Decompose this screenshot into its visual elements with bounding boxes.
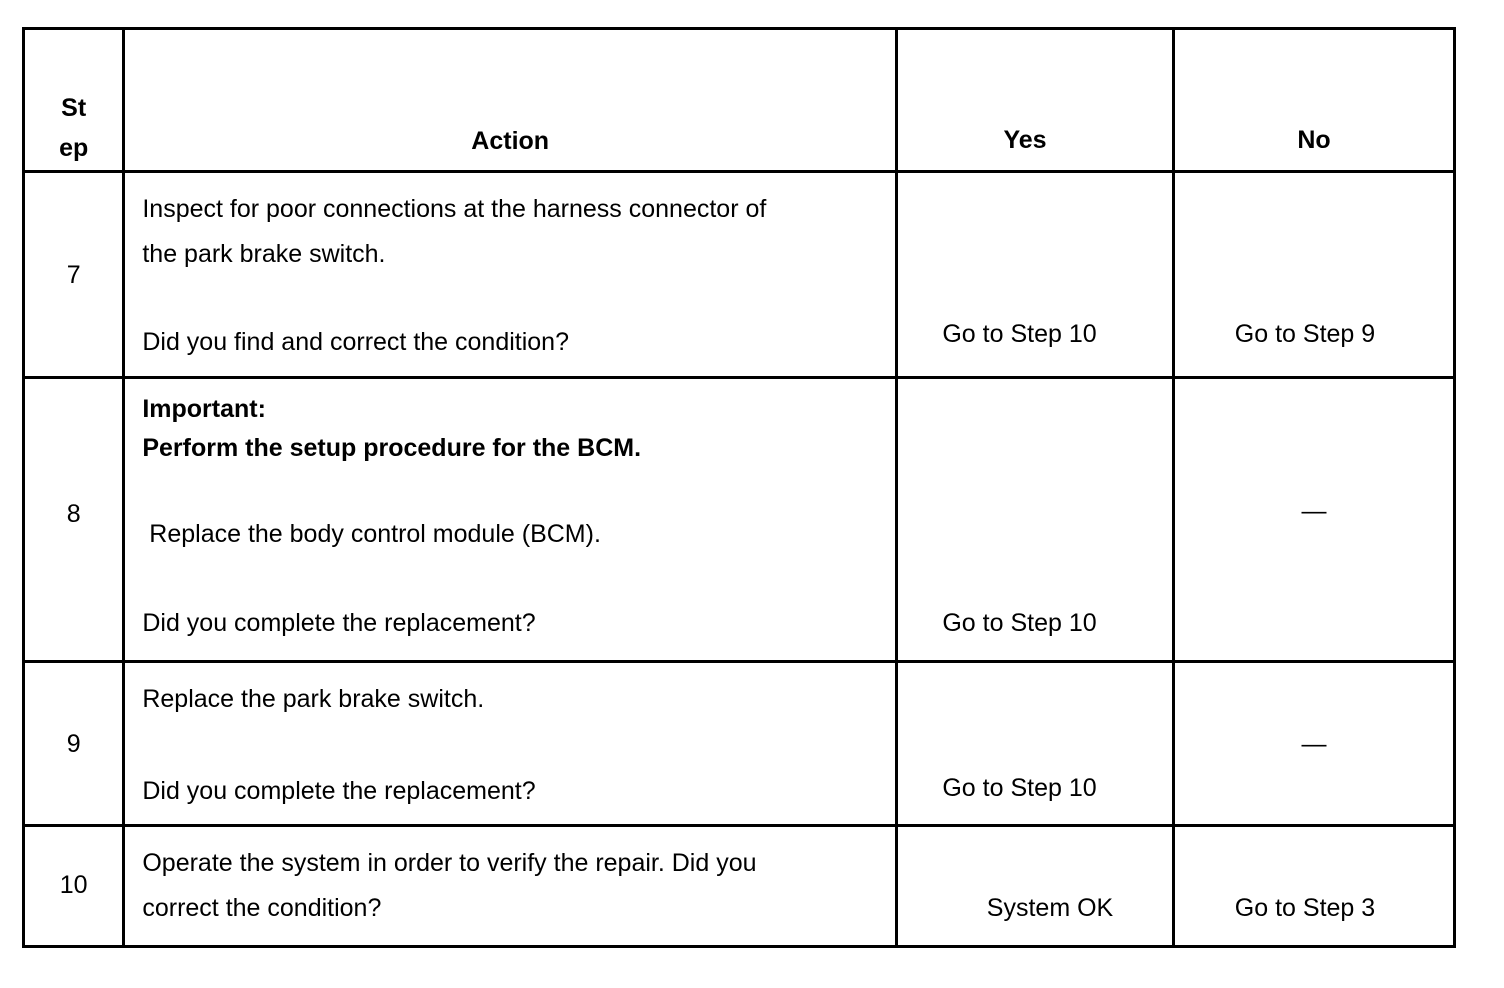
step-number: 9 bbox=[66, 729, 81, 758]
header-yes-cell bbox=[897, 29, 1174, 172]
yes-cell bbox=[897, 825, 1174, 946]
step-cell bbox=[24, 172, 124, 378]
table-header-row bbox=[24, 29, 1455, 172]
table-row bbox=[24, 172, 1455, 378]
question-text: Did you complete the replacement? bbox=[142, 776, 536, 805]
action-cell bbox=[124, 661, 897, 825]
action-text: the park brake switch. bbox=[142, 240, 386, 269]
step-number: 7 bbox=[66, 261, 81, 290]
action-text: Inspect for poor connections at the harness connector of bbox=[142, 195, 767, 224]
yes-result: Go to Step 10 bbox=[942, 609, 1097, 638]
important-text: Perform the setup procedure for the BCM. bbox=[142, 434, 642, 463]
no-result: Go to Step 3 bbox=[1234, 893, 1376, 922]
step-cell bbox=[24, 378, 124, 661]
no-result: — bbox=[1301, 497, 1327, 526]
header-no-cell bbox=[1173, 29, 1454, 172]
header-step-cell bbox=[24, 29, 124, 172]
table-row bbox=[24, 378, 1455, 661]
header-no: No bbox=[1297, 126, 1331, 154]
yes-cell bbox=[897, 378, 1174, 661]
no-result: Go to Step 9 bbox=[1234, 320, 1376, 349]
action-text: correct the condition? bbox=[142, 893, 382, 922]
step-number: 10 bbox=[59, 870, 88, 899]
question-text: Did you find and correct the condition? bbox=[142, 328, 569, 357]
no-cell bbox=[1173, 825, 1454, 946]
header-step-line1: St bbox=[61, 94, 87, 122]
no-cell bbox=[1173, 378, 1454, 661]
yes-cell bbox=[897, 661, 1174, 825]
action-cell bbox=[124, 172, 897, 378]
question-text: Did you complete the replacement? bbox=[142, 609, 536, 638]
yes-result: System OK bbox=[986, 893, 1114, 922]
action-text: Replace the body control module (BCM). bbox=[142, 520, 601, 549]
step-cell bbox=[24, 661, 124, 825]
no-cell bbox=[1173, 661, 1454, 825]
action-cell bbox=[124, 825, 897, 946]
header-step bbox=[25, 88, 122, 168]
step-cell bbox=[24, 825, 124, 946]
table-row bbox=[24, 825, 1455, 946]
yes-result: Go to Step 10 bbox=[942, 773, 1097, 802]
header-action-cell bbox=[124, 29, 897, 172]
no-cell bbox=[1173, 172, 1454, 378]
header-yes: Yes bbox=[1003, 126, 1047, 154]
header-step-line2: ep bbox=[59, 134, 89, 162]
no-result: — bbox=[1301, 729, 1327, 758]
step-number: 8 bbox=[66, 500, 81, 529]
important-label: Important: bbox=[142, 395, 266, 424]
yes-result: Go to Step 10 bbox=[942, 320, 1097, 349]
table-row bbox=[24, 661, 1455, 825]
yes-cell bbox=[897, 172, 1174, 378]
action-cell bbox=[124, 378, 897, 661]
diagnostic-table bbox=[22, 27, 1456, 948]
header-action: Action bbox=[471, 127, 550, 155]
action-text: Replace the park brake switch. bbox=[142, 684, 485, 713]
action-text: Operate the system in order to verify the repair. Did you bbox=[142, 848, 757, 877]
